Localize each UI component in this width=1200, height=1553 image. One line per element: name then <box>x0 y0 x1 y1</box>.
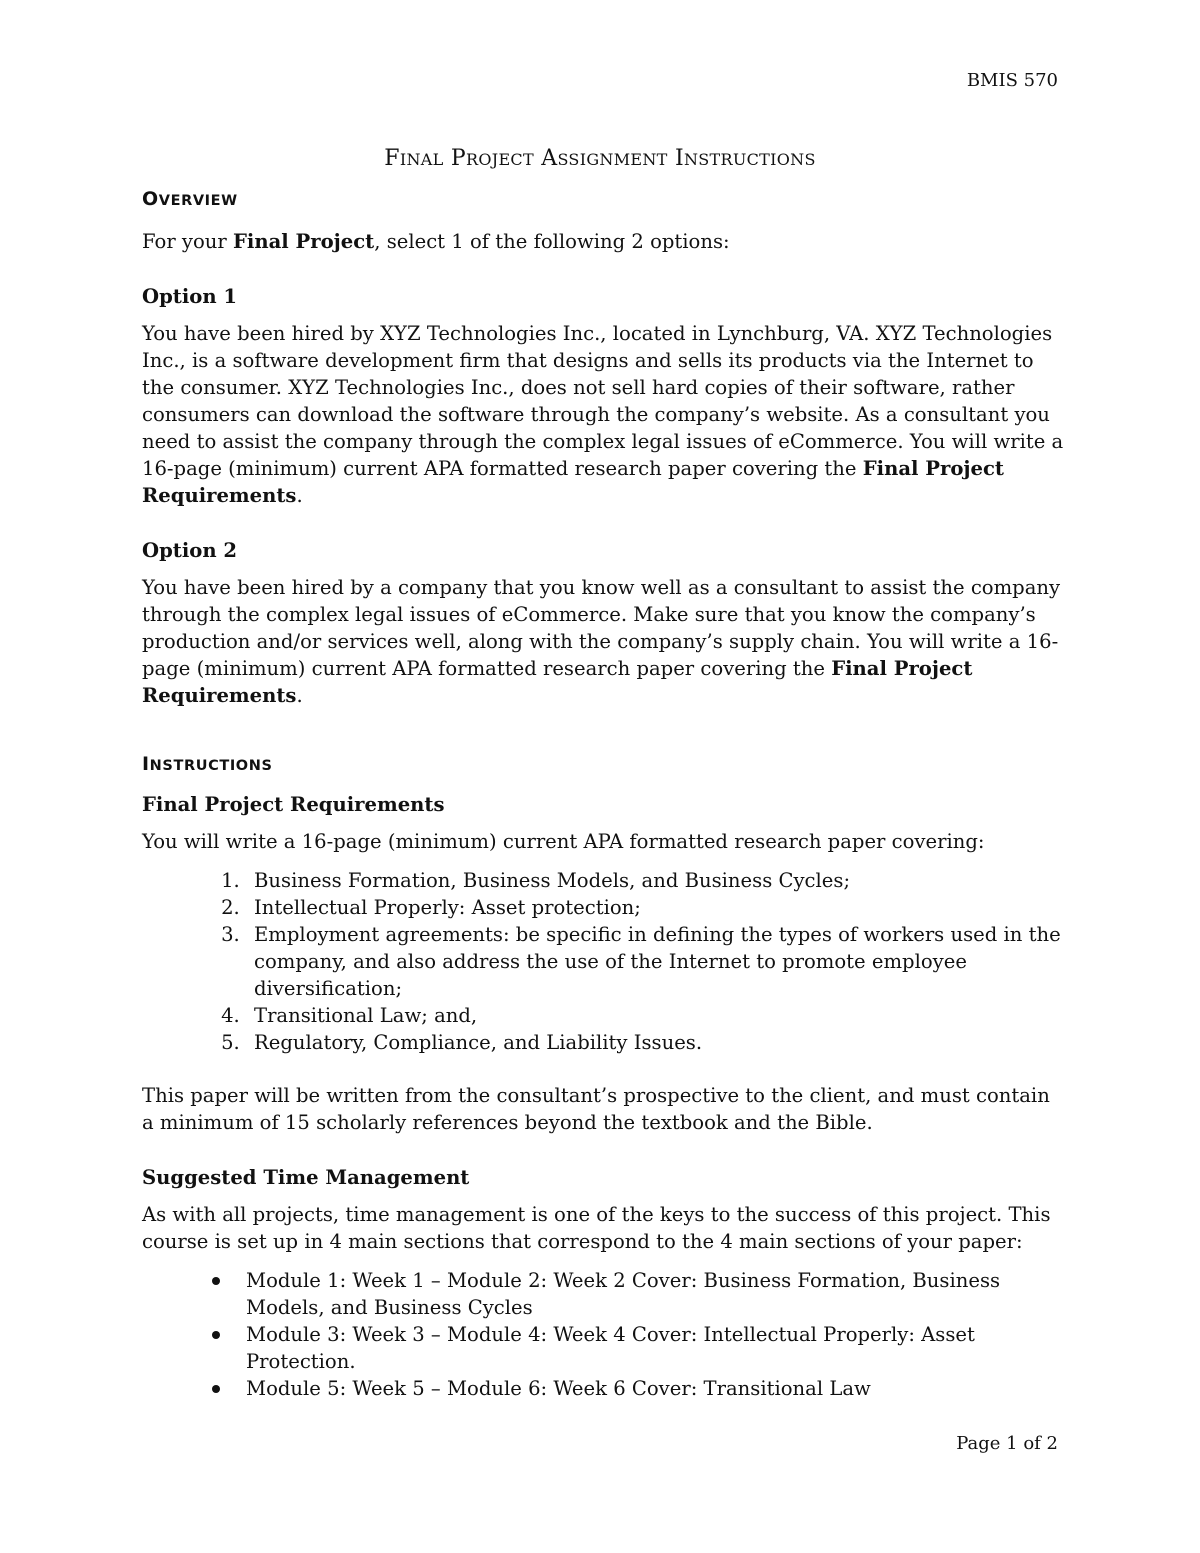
option2-text: You have been hired by a company that you know well as a consultant to assist the company through the complex legal issues of eCommerce. Make sure that you know the company’s production and/or services well, along with the company’s supply chain. You will write a 16-page (minimum) current APA formatted research paper covering the <box>142 576 1061 680</box>
overview-intro <box>142 228 1067 255</box>
title-rest-2: ROJECT <box>465 150 534 169</box>
option2-paragraph <box>142 574 1067 709</box>
overview-heading <box>142 184 1067 216</box>
time-item-text: Module 5: Week 5 – Module 6: Week 6 Cover: Transitional Law <box>246 1377 871 1400</box>
time-management-heading: Suggested Time Management <box>142 1166 470 1189</box>
title-rest-1: INAL <box>399 150 444 169</box>
bullet-icon <box>212 1277 220 1285</box>
instructions-heading-rest: NSTRUCTIONS <box>149 758 273 774</box>
intro-text-bold: Final Project <box>233 230 375 253</box>
requirement-item: 2. Intellectual Properly: Asset protection; <box>246 894 1067 921</box>
intro-text-before: For your <box>142 230 233 253</box>
requirement-item: 3. Employment agreements: be specific in defining the types of workers used in the company, and also address the use of the Internet to promote employee diversification; <box>246 921 1067 1002</box>
instructions-heading <box>142 749 1067 781</box>
requirements-heading: Final Project Requirements <box>142 793 445 816</box>
document-body <box>142 184 1067 1402</box>
time-item <box>246 1267 1067 1321</box>
title-rest-3: SSIGNMENT <box>557 150 668 169</box>
intro-text-after: , select 1 of the following 2 options: <box>374 230 730 253</box>
requirements-intro: You will write a 16-page (minimum) current APA formatted research paper covering: <box>142 830 985 853</box>
option2-bold: Final Project Requirements <box>142 657 973 707</box>
overview-heading-cap: O <box>142 188 159 210</box>
title-cap-3: A <box>541 146 558 171</box>
course-code: BMIS 570 <box>966 70 1058 91</box>
title-rest-4: NSTRUCTIONS <box>683 150 816 169</box>
title-cap-1: F <box>384 146 400 171</box>
title-cap-2: P <box>450 146 466 171</box>
option1-heading: Option 1 <box>142 285 238 308</box>
closing-paragraph: This paper will be written from the consultant’s prospective to the client, and must contain a minimum of 15 scholarly references beyond the textbook and the Bible. <box>142 1084 1050 1134</box>
requirements-list <box>142 867 1067 1056</box>
document-title <box>0 146 1200 171</box>
time-item <box>246 1321 1067 1375</box>
option1-paragraph <box>142 320 1067 509</box>
requirement-item: 1. Business Formation, Business Models, and Business Cycles; <box>246 867 1067 894</box>
bullet-icon <box>212 1331 220 1339</box>
option2-end: . <box>296 684 303 707</box>
time-management-intro: As with all projects, time management is one of the keys to the success of this project. This course is set up in 4 main sections that correspond to the 4 main sections of your paper: <box>142 1203 1051 1253</box>
requirement-item: 4. Transitional Law; and, <box>246 1002 1067 1029</box>
requirement-item: 5. Regulatory, Compliance, and Liability Issues. <box>246 1029 1067 1056</box>
time-item-text: Module 1: Week 1 – Module 2: Week 2 Cover: Business Formation, Business Models, and Business Cycles <box>246 1269 1001 1319</box>
option1-end: . <box>296 484 303 507</box>
bullet-icon <box>212 1385 220 1393</box>
title-cap-4: I <box>674 146 684 171</box>
option1-bold: Final Project Requirements <box>142 457 1004 507</box>
option2-heading: Option 2 <box>142 539 238 562</box>
option1-text: You have been hired by XYZ Technologies Inc., located in Lynchburg, VA. XYZ Technologies Inc., is a software development firm that designs and sells its products via the Internet to the consumer. XYZ Technologies Inc., does not sell hard copies of their software, rather consumers can download the software through the company’s website. As a consultant you need to assist the company through the complex legal issues of eCommerce. You will write a 16-page (minimum) current APA formatted research paper covering the <box>142 322 1064 480</box>
overview-heading-rest: VERVIEW <box>158 193 238 209</box>
page-number: Page 1 of 2 <box>956 1433 1058 1454</box>
instructions-heading-cap: I <box>142 753 150 775</box>
time-item-text: Module 3: Week 3 – Module 4: Week 4 Cover: Intellectual Properly: Asset Protection. <box>246 1323 975 1373</box>
time-item <box>246 1375 1067 1402</box>
time-management-list <box>142 1267 1067 1402</box>
